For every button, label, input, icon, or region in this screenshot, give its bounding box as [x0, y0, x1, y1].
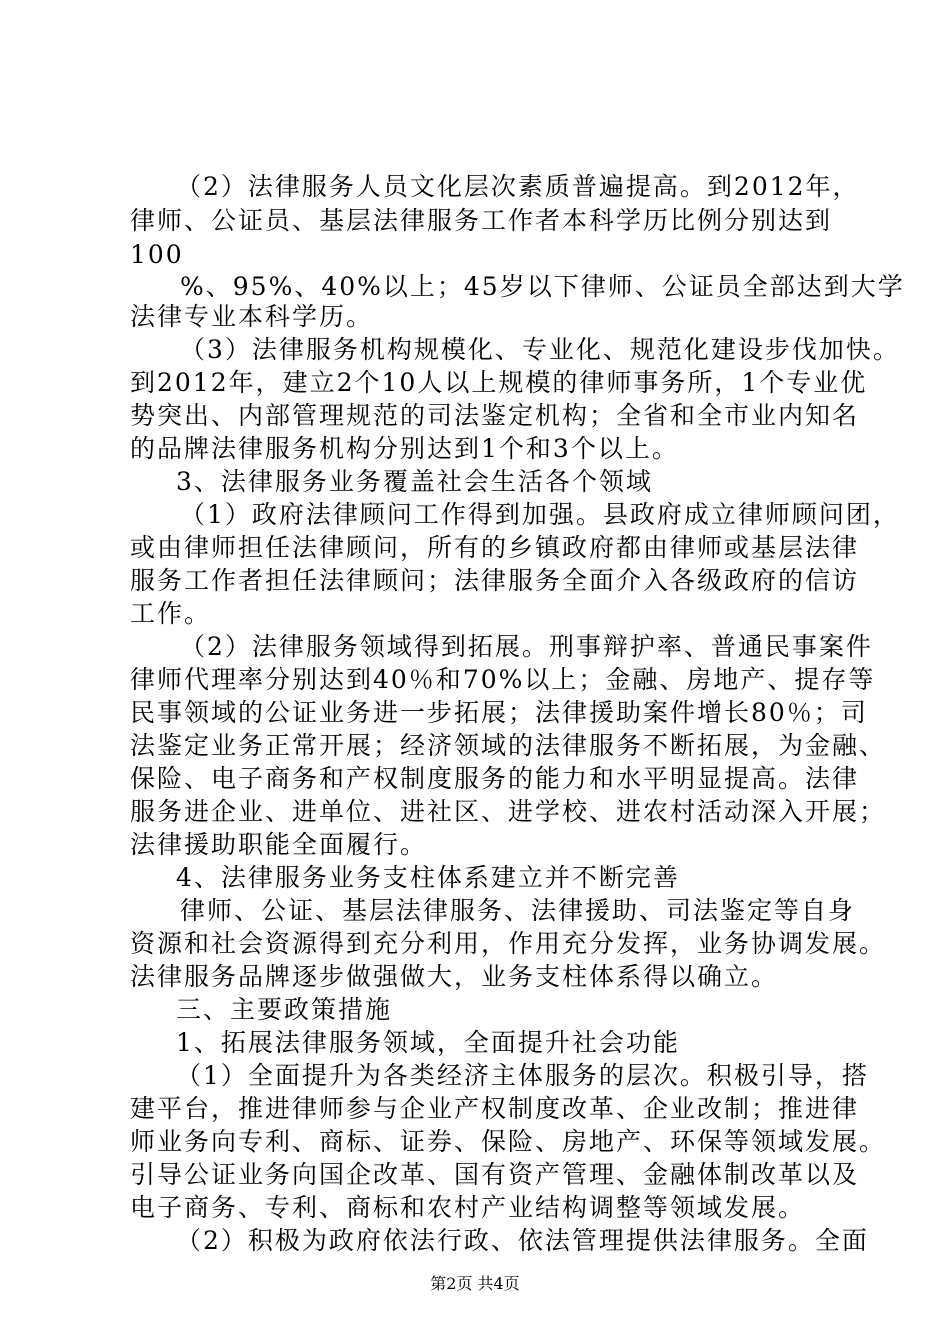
text-line: 资源和社会资源得到充分利用，作用充分发挥，业务协调发展。 — [130, 929, 887, 958]
text-line: 或由律师担任法律顾问，所有的乡镇政府都由律师或基层法律 — [130, 533, 860, 562]
text-line: 100 — [130, 240, 184, 269]
text-line: 师业务向专利、商标、证券、保险、房地产、环保等领域发展。 — [130, 1127, 887, 1156]
text-line: 服务工作者担任法律顾问；法律服务全面介入各级政府的信访 — [130, 566, 860, 595]
text-line: 法律专业本科学历。 — [130, 302, 374, 331]
text-line: 民事领域的公证业务进一步拓展；法律援助案件增长80％；司 — [130, 698, 868, 727]
text-line: 法律援助职能全面履行。 — [130, 830, 428, 859]
text-line: 电子商务、专利、商标和农村产业结构调整等领域发展。 — [130, 1193, 806, 1222]
page-footer: 第2页 共4页 — [430, 1274, 520, 1293]
text-line: （3）法律服务机构规模化、专业化、规范化建设步伐加快。 — [180, 335, 900, 364]
text-line: （2）法律服务领域得到拓展。刑事辩护率、普通民事案件 — [180, 632, 873, 661]
text-line: 势突出、内部管理规范的司法鉴定机构；全省和全市业内知名 — [130, 401, 860, 430]
text-line: （2）积极为政府依法行政、依法管理提供法律服务。全面 — [176, 1226, 869, 1255]
text-line: 保险、电子商务和产权制度服务的能力和水平明显提高。法律 — [130, 764, 860, 793]
text-line: （1）政府法律顾问工作得到加强。县政府成立律师顾问团， — [180, 500, 900, 529]
section-heading: 1、拓展法律服务领域，全面提升社会功能 — [176, 1028, 680, 1057]
section-heading: 4、法律服务业务支柱体系建立并不断完善 — [176, 863, 680, 892]
text-line: 律师、公证员、基层法律服务工作者本科学历比例分别达到 — [130, 206, 833, 235]
text-line: 法鉴定业务正常开展；经济领域的法律服务不断拓展，为金融、 — [130, 731, 887, 760]
text-line: 引导公证业务向国企改革、国有资产管理、金融体制改革以及 — [130, 1160, 860, 1189]
text-line: 工作。 — [130, 599, 212, 628]
text-line: 服务进企业、进单位、进社区、进学校、进农村活动深入开展； — [130, 797, 887, 826]
section-heading: 三、主要政策措施 — [176, 995, 393, 1024]
text-line: （1）全面提升为各类经济主体服务的层次。积极引导，搭 — [176, 1061, 869, 1090]
text-line: 到2012年，建立2个10人以上规模的律师事务所，1个专业优 — [130, 368, 868, 397]
text-line: 法律服务品牌逐步做强做大，业务支柱体系得以确立。 — [130, 962, 779, 991]
text-line: 的品牌法律服务机构分别达到1个和3个以上。 — [130, 434, 679, 463]
section-heading: 3、法律服务业务覆盖社会生活各个领域 — [176, 467, 653, 496]
text-line: 律师代理率分别达到40％和70%以上；金融、房地产、提存等 — [130, 665, 876, 694]
text-line: 律师、公证、基层法律服务、法律援助、司法鉴定等自身 — [180, 896, 856, 925]
text-line: %、95%、40%以上；45岁以下律师、公证员全部达到大学 — [180, 272, 905, 301]
text-line: （2）法律服务人员文化层次素质普遍提高。到2012年， — [176, 172, 860, 201]
text-line: 建平台，推进律师参与企业产权制度改革、企业改制；推进律 — [130, 1094, 860, 1123]
